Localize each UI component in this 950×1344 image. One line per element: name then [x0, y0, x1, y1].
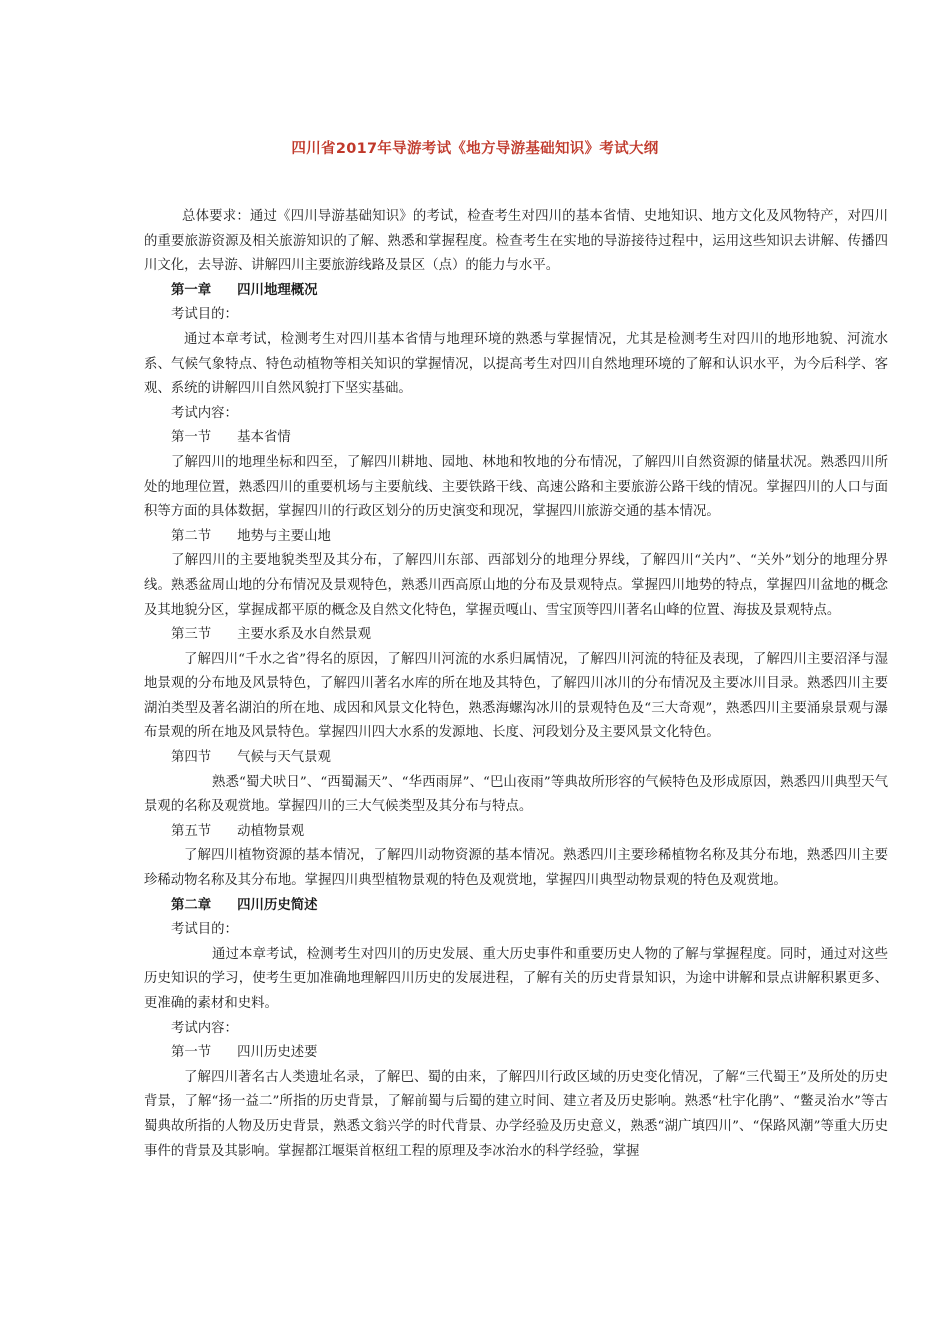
section-heading	[144, 623, 888, 648]
section-heading	[144, 746, 888, 771]
section-number: 第一节	[171, 430, 212, 446]
document-title: 四川省2017年导游考试《地方导游基础知识》考试大纲	[291, 141, 659, 157]
section-number: 第三节	[171, 627, 212, 643]
content-label: 考试内容：	[171, 405, 238, 421]
chapter-title: 四川历史简述	[237, 897, 318, 913]
section-heading	[144, 1041, 888, 1066]
section-heading	[144, 525, 888, 550]
purpose-label: 考试目的：	[171, 307, 238, 323]
section-number: 第二节	[171, 528, 212, 544]
section-title: 基本省情	[237, 430, 291, 446]
section-paragraph: 了解四川的地理坐标和四至，了解四川耕地、园地、林地和牧地的分布情况，了解四川自然资源的储量状况。熟悉四川所处的地理位置，熟悉四川的重要机场与主要航线、主要铁路干线、高速公路和主要旅游公路干线的情况。掌握四川的人口与面积等方面的具体数据，掌握四川的行政区划分的历史演变和现况，掌握四川旅游交通的基本情况。	[144, 454, 888, 520]
section-title: 气候与天气景观	[237, 750, 331, 766]
section-paragraph: 了解四川“千水之省”得名的原因，了解四川河流的水系归属情况，了解四川河流的特征及表现，了解四川主要沼泽与湿地景观的分布地及风景特色，了解四川著名水库的所在地及其特色，了解四川冰川的分布情况及主要冰川目录。熟悉四川主要湖泊类型及著名湖泊的所在地、成因和风景文化特色，熟悉海螺沟冰川的景观特色及“三大奇观”，熟悉四川主要涌泉景观与瀑布景观的所在地及风景特色。掌握四川四大水系的发源地、长度、河段划分及主要风景文化特色。	[144, 651, 888, 741]
section-number: 第五节	[171, 823, 212, 839]
section-number: 第一节	[171, 1045, 212, 1061]
section-heading	[144, 426, 888, 451]
purpose-label: 考试目的：	[171, 922, 238, 938]
section-title: 主要水系及水自然景观	[237, 627, 372, 643]
section-paragraph: 了解四川植物资源的基本情况，了解四川动物资源的基本情况。熟悉四川主要珍稀植物名称及其分布地，熟悉四川主要珍稀动物名称及其分布地。掌握四川典型植物景观的特色及观赏地，掌握四川典型动物景观的特色及观赏地。	[144, 848, 888, 889]
section-paragraph: 了解四川著名古人类遗址名录，了解巴、蜀的由来，了解四川行政区域的历史变化情况，了解“三代蜀王”及所处的历史背景，了解“扬一益二”所指的历史背景，了解前蜀与后蜀的建立时间、建立者及历史影响。熟悉“杜宇化鹃”、“鳖灵治水”等古蜀典故所指的人物及历史背景，熟悉文翁兴学的时代背景、办学经验及历史意义，熟悉“湖广填四川”、“保路风潮”等重大历史事件的背景及其影响。掌握都江堰渠首枢纽工程的原理及李冰治水的科学经验，掌握	[144, 1069, 888, 1159]
section-title: 四川历史述要	[237, 1045, 318, 1061]
content-label: 考试内容：	[171, 1020, 238, 1036]
chapter-2-heading	[144, 894, 888, 919]
section-number: 第四节	[171, 750, 212, 766]
section-title: 动植物景观	[237, 823, 305, 839]
purpose-paragraph: 通过本章考试，检测考生对四川基本省情与地理环境的熟悉与掌握情况，尤其是检测考生对四川的地形地貌、河流水系、气候气象特点、特色动植物等相关知识的掌握情况，以提高考生对四川自然地理环境的了解和认识水平，为今后科学、客观、系统的讲解四川自然风貌打下坚实基础。	[144, 331, 888, 397]
section-paragraph: 熟悉“蜀犬吠日”、“西蜀漏天”、“华西雨屏”、“巴山夜雨”等典故所形容的气候特色及形成原因，熟悉四川典型天气景观的名称及观赏地。掌握四川的三大气候类型及其分布与特点。	[144, 774, 888, 815]
chapter-number: 第一章	[171, 282, 212, 298]
intro-paragraph: 总体要求：通过《四川导游基础知识》的考试，检查考生对四川的基本省情、史地知识、地方文化及风物特产，对四川的重要旅游资源及相关旅游知识的了解、熟悉和掌握程度。检查考生在实地的导游接待过程中，运用这些知识去讲解、传播四川文化，去导游、讲解四川主要旅游线路及景区（点）的能力与水平。	[144, 209, 888, 274]
section-paragraph: 了解四川的主要地貌类型及其分布，了解四川东部、西部划分的地理分界线，了解四川“关内”、“关外”划分的地理分界线。熟悉盆周山地的分布情况及景观特色，熟悉川西高原山地的分布及景观特点。掌握四川地势的特点，掌握四川盆地的概念及其地貌分区，掌握成都平原的概念及自然文化特色，掌握贡嘎山、雪宝顶等四川著名山峰的位置、海拔及景观特点。	[144, 553, 888, 618]
purpose-paragraph: 通过本章考试，检测考生对四川的历史发展、重大历史事件和重要历史人物的了解与掌握程度。同时，通过对这些历史知识的学习，使考生更加准确地理解四川历史的发展进程，了解有关的历史背景知识，为途中讲解和景点讲解积累更多、更准确的素材和史料。	[144, 946, 888, 1011]
chapter-number: 第二章	[171, 897, 212, 913]
document-body	[144, 205, 888, 1164]
section-heading	[144, 820, 888, 845]
section-title: 地势与主要山地	[237, 528, 331, 544]
chapter-1-heading	[144, 279, 888, 304]
chapter-title: 四川地理概况	[237, 282, 318, 298]
